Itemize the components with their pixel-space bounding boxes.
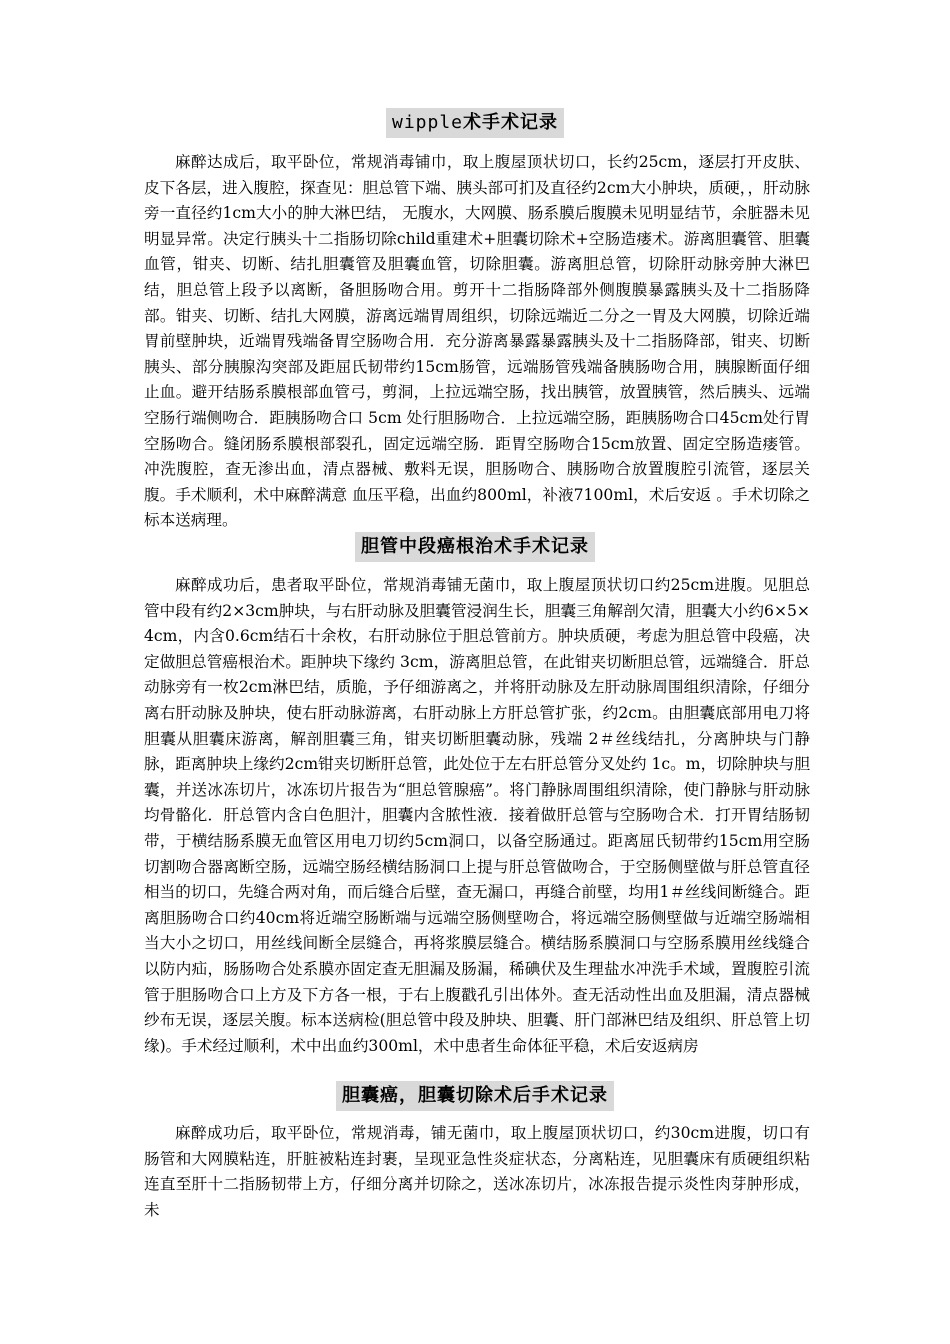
section-3-body: 麻醉成功后，取平卧位，常规消毒，铺无菌巾，取上腹屋顶状切口，约30cm进腹，切口有肠管和大网膜粘连，肝脏被粘连封裹，呈现亚急性炎症状态，分离粘连，见胆囊床有质硬组织粘连直至肝十二指肠韧带上方，仔细分离并切除之，送冰冻切片，冰冻报告提示炎性肉芽肿形成，未	[144, 1124, 810, 1219]
section-1-title-box	[386, 108, 564, 138]
section-1-title-prefix: wipple	[391, 112, 464, 133]
section-1-title-rest: 术手术记录	[463, 112, 559, 133]
section-2-title	[0, 532, 950, 562]
section-2-title-box: 胆管中段癌根治术手术记录	[355, 532, 595, 562]
section-2-body: 麻醉成功后，患者取平卧位，常规消毒铺无菌巾，取上腹屋顶状切口约25cm进腹。见胆总管中段有约2×3cm肿块，与右肝动脉及胆囊管浸润生长，胆囊三角解剖欠清，胆囊大小约6×5×4cm，内含0.6cm结石十余枚，右肝动脉位于胆总管前方。肿块质硬，考虑为胆总管中段癌，决定做胆总管癌根治术。距肿块下缘约 3cm，游离胆总管，在此钳夹切断胆总管，远端缝合．肝总动脉旁有一枚2cm淋巴结，质脆，予仔细游离之，并将肝动脉及左肝动脉周围组织清除，仔细分离右肝动脉及肿块，使右肝动脉游离，右肝动脉上方肝总管扩张，约2cm。由胆囊底部用电刀将胆囊从胆囊床游离，解剖胆囊三角，钳夹切断胆囊动脉，残端 2＃丝线结扎，分离肿块与门静脉，距离肿块上缘约2cm钳夹切断肝总管，此处位于左右肝总管分叉处约 1c。m，切除肿块与胆囊，并送冰冻切片，冰冻切片报告为“胆总管腺癌”。将门静脉周围组织清除，使门静脉与肝动脉均骨骼化．肝总管内含白色胆汁，胆囊内含脓性液．接着做肝总管与空肠吻合术．打开胃结肠韧带，于横结肠系膜无血管区用电刀切约5cm洞口，以备空肠通过。距离屈氏韧带约15cm用空肠切割吻合器离断空肠，远端空肠经横结肠洞口上提与肝总管做吻合，于空肠侧壁做与肝总管直径相当的切口，先缝合两对角，而后缝合后壁，查无漏口，再缝合前壁，均用1＃丝线间断缝合。距离胆肠吻合口约40cm将近端空肠断端与远端空肠侧壁吻合，将远端空肠侧壁做与近端空肠端相当大小之切口，用丝线间断全层缝合，再将浆膜层缝合。横结肠系膜洞口与空肠系膜用丝线缝合以防内疝，肠肠吻合处系膜亦固定查无胆漏及肠漏，稀碘伏及生理盐水冲洗手术域，置腹腔引流管于胆肠吻合口上方及下方各一根，于右上腹戳孔引出体外。查无活动性出血及胆漏，清点器械纱布无误，逐层关腹。标本送病检(胆总管中段及肿块、胆囊、肝门部淋巴结及组织、肝总管上切缘)。手术经过顺利，术中出血约300ml，术中患者生命体征平稳，术后安返病房	[144, 576, 810, 1055]
section-1-title	[0, 108, 950, 138]
section-3-title-box: 胆囊癌，胆囊切除术后手术记录	[336, 1081, 614, 1111]
section-1-body: 麻醉达成后，取平卧位，常规消毒铺巾，取上腹屋顶状切口，长约25cm，逐层打开皮肤、皮下各层，进入腹腔，探查见：胆总管下端、胰头部可扪及直径约2cm大小肿块，质硬，，肝动脉旁一直径约1cm大小的肿大淋巴结， 无腹水，大网膜、肠系膜后腹膜未见明显结节，余脏器未见明显异常。决定行胰头十二指肠切除child重建术+胆囊切除术+空肠造瘘术。游离胆囊管、胆囊血管，钳夹、切断、结扎胆囊管及胆囊血管，切除胆囊。游离胆总管，切除肝动脉旁肿大淋巴结，胆总管上段予以离断，备胆肠吻合用。剪开十二指肠降部外侧腹膜暴露胰头及十二指肠降部。钳夹、切断、结扎大网膜，游离远端胃周组织，切除远端近二分之一胃及大网膜，切除近端胃前壁肿块，近端胃残端备胃空肠吻合用．充分游离暴露暴露胰头及十二指肠降部，钳夹、切断胰头、部分胰腺沟突部及距屈氏韧带约15cm肠管，远端肠管残端备胰肠吻合用，胰腺断面仔细止血。避开结肠系膜根部血管弓，剪洞，上拉远端空肠，找出胰管，放置胰管，然后胰头、远端空肠行端侧吻合．距胰肠吻合口 5cm 处行胆肠吻合．上拉远端空肠，距胰肠吻合口45cm处行胃空肠吻合。缝闭肠系膜根部裂孔，固定远端空肠．距胃空肠吻合15cm放置、固定空肠造瘘管。冲洗腹腔，查无渗出血，清点器械、敷料无误，胆肠吻合、胰肠吻合放置腹腔引流管，逐层关腹。手术顺利，术中麻醉满意 血压平稳，出血约800ml，补液7100ml，术后安返 。手术切除之标本送病理。	[144, 153, 810, 530]
section-3-title	[0, 1081, 950, 1111]
